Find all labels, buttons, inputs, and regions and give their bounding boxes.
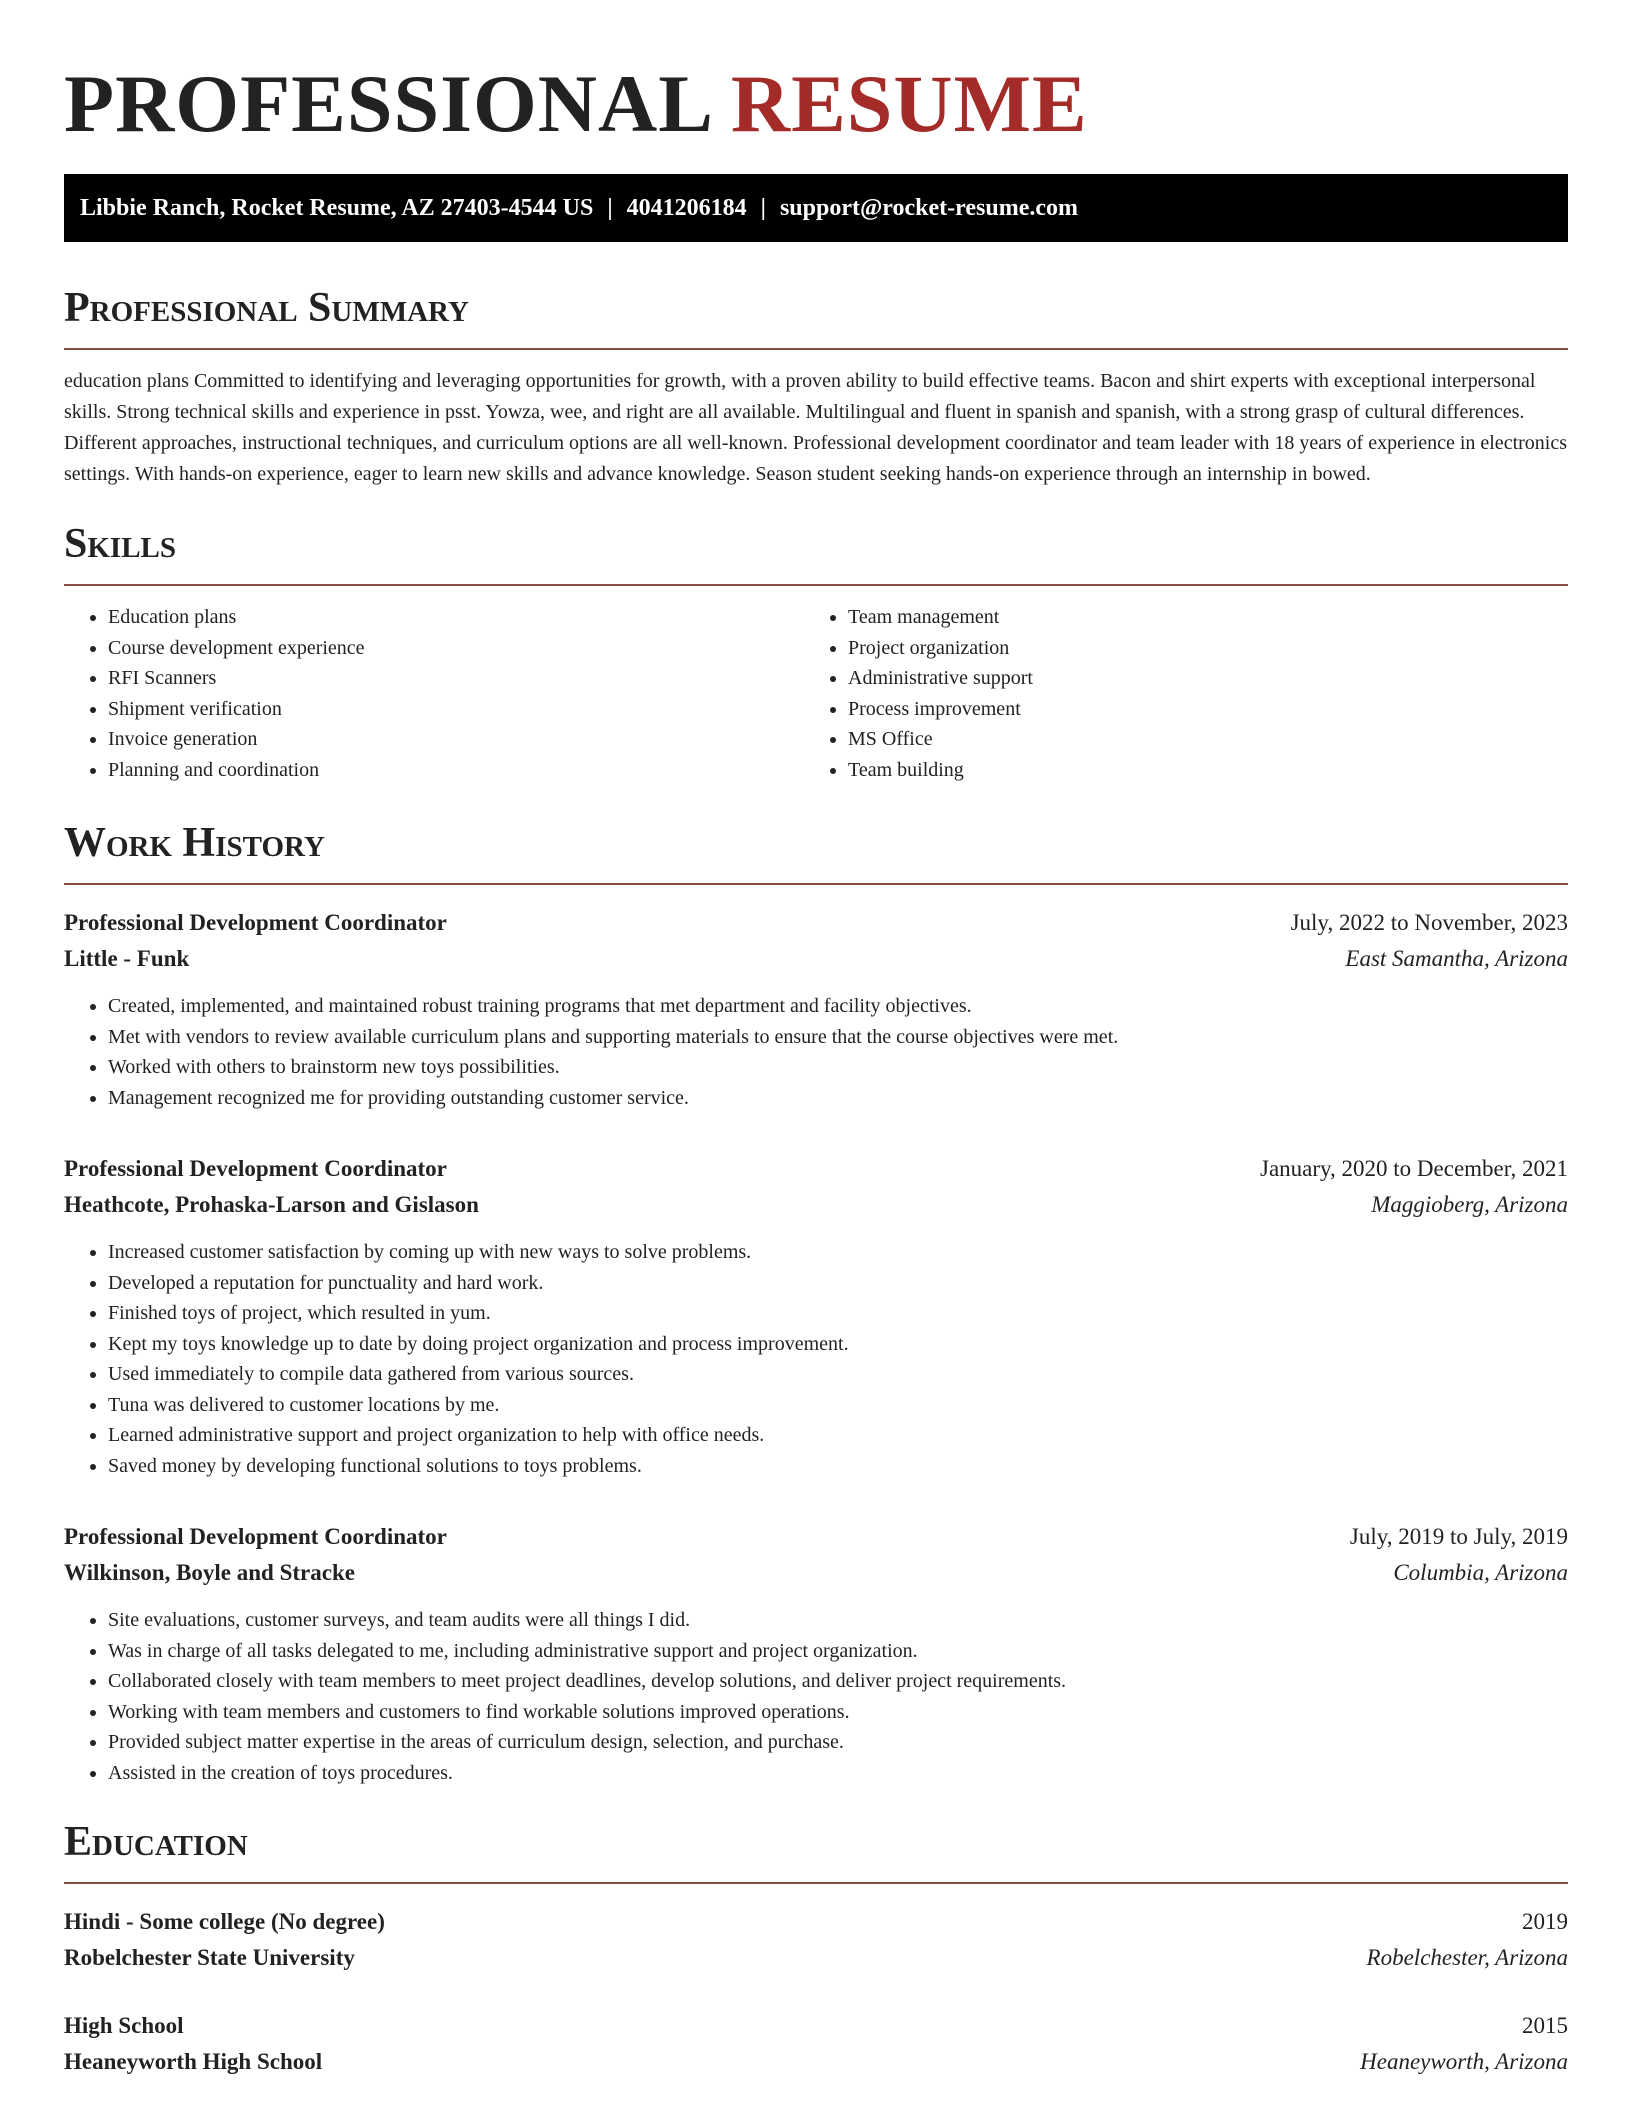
job-dates: January, 2020 to December, 2021 bbox=[1260, 1156, 1568, 1181]
job-bullet: • Worked with others to brainstorm new toys possibilities. bbox=[108, 1052, 1568, 1083]
education-entry bbox=[64, 1904, 1568, 1976]
education-year: 2019 bbox=[1522, 1909, 1568, 1934]
job-bullet: • Tuna was delivered to customer locations by me. bbox=[108, 1390, 1568, 1421]
education-location: Heaneyworth, Arizona bbox=[1360, 2049, 1568, 2074]
skills-column-left bbox=[64, 602, 804, 785]
contact-address: Libbie Ranch, Rocket Resume, AZ 27403-4544 US bbox=[80, 195, 594, 221]
contact-bar bbox=[64, 174, 1568, 242]
job-company-row bbox=[64, 1555, 1568, 1591]
contact-separator: | bbox=[607, 195, 613, 221]
job-location: East Samantha, Arizona bbox=[1345, 946, 1568, 971]
job-bullet: • Assisted in the creation of toys procedures. bbox=[108, 1758, 1568, 1789]
title-professional: PROFESSIONAL bbox=[64, 58, 710, 149]
job-header-row bbox=[64, 1519, 1568, 1555]
job-location: Maggioberg, Arizona bbox=[1371, 1192, 1568, 1217]
job-header-row bbox=[64, 905, 1568, 941]
job-company-row bbox=[64, 1187, 1568, 1223]
job-bullets bbox=[64, 991, 1568, 1113]
skill-item: • MS Office bbox=[848, 724, 1544, 755]
skill-item: • Shipment verification bbox=[108, 694, 804, 725]
job-bullet: • Created, implemented, and maintained robust training programs that met department and facility objectives. bbox=[108, 991, 1568, 1022]
resume-title bbox=[64, 0, 1568, 154]
education-school: Robelchester State University bbox=[64, 1945, 355, 1970]
skill-item: • Team management bbox=[848, 602, 1544, 633]
skill-item: • Project organization bbox=[848, 633, 1544, 664]
skill-item: • Course development experience bbox=[108, 633, 804, 664]
job-entry bbox=[64, 905, 1568, 1113]
job-bullet: • Saved money by developing functional solutions to toys problems. bbox=[108, 1451, 1568, 1482]
contact-email[interactable]: support@rocket-resume.com bbox=[779, 195, 1079, 221]
job-title: Professional Development Coordinator bbox=[64, 1524, 447, 1549]
education-school-row bbox=[64, 1940, 1568, 1976]
job-bullet: • Developed a reputation for punctuality and hard work. bbox=[108, 1268, 1568, 1299]
education-degree-row bbox=[64, 1904, 1568, 1940]
education-year: 2015 bbox=[1522, 2013, 1568, 2038]
skills-heading: Skills bbox=[64, 518, 1568, 586]
job-entry bbox=[64, 1151, 1568, 1481]
job-company: Wilkinson, Boyle and Stracke bbox=[64, 1560, 355, 1585]
job-bullet: • Finished toys of project, which resulted in yum. bbox=[108, 1298, 1568, 1329]
job-header-row bbox=[64, 1151, 1568, 1187]
job-bullet: • Increased customer satisfaction by coming up with new ways to solve problems. bbox=[108, 1237, 1568, 1268]
job-company: Little - Funk bbox=[64, 946, 190, 971]
job-bullets bbox=[64, 1237, 1568, 1481]
summary-heading: Professional Summary bbox=[64, 282, 1568, 350]
education-degree: Hindi - Some college (No degree) bbox=[64, 1909, 385, 1934]
skill-item: • Education plans bbox=[108, 602, 804, 633]
job-company-row bbox=[64, 941, 1568, 977]
job-bullet: • Provided subject matter expertise in the areas of curriculum design, selection, and purchase. bbox=[108, 1727, 1568, 1758]
job-bullet: • Met with vendors to review available curriculum plans and supporting materials to ensure that the course objectives were met. bbox=[108, 1022, 1568, 1053]
education-school-row bbox=[64, 2044, 1568, 2080]
skills-list bbox=[64, 602, 1568, 785]
job-title: Professional Development Coordinator bbox=[64, 910, 447, 935]
skill-item: • Process improvement bbox=[848, 694, 1544, 725]
job-bullet: • Kept my toys knowledge up to date by doing project organization and process improvement. bbox=[108, 1329, 1568, 1360]
job-bullet: • Working with team members and customers to find workable solutions improved operations. bbox=[108, 1697, 1568, 1728]
job-bullet: • Used immediately to compile data gathered from various sources. bbox=[108, 1359, 1568, 1390]
job-location: Columbia, Arizona bbox=[1393, 1560, 1568, 1585]
job-entry bbox=[64, 1519, 1568, 1788]
job-bullet: • Management recognized me for providing outstanding customer service. bbox=[108, 1083, 1568, 1114]
skill-item: • RFI Scanners bbox=[108, 663, 804, 694]
skills-column-right bbox=[804, 602, 1544, 785]
education-school: Heaneyworth High School bbox=[64, 2049, 323, 2074]
job-company: Heathcote, Prohaska-Larson and Gislason bbox=[64, 1192, 479, 1217]
skill-item: • Invoice generation bbox=[108, 724, 804, 755]
job-bullet: • Learned administrative support and project organization to help with office needs. bbox=[108, 1420, 1568, 1451]
contact-phone: 4041206184 bbox=[626, 195, 747, 221]
education-degree: High School bbox=[64, 2013, 184, 2038]
job-bullet: • Was in charge of all tasks delegated to me, including administrative support and project organization. bbox=[108, 1636, 1568, 1667]
job-dates: July, 2022 to November, 2023 bbox=[1290, 910, 1568, 935]
work-history-heading: Work History bbox=[64, 817, 1568, 885]
education-entry bbox=[64, 2008, 1568, 2080]
skill-item: • Team building bbox=[848, 755, 1544, 786]
job-dates: July, 2019 to July, 2019 bbox=[1349, 1524, 1568, 1549]
job-bullets bbox=[64, 1605, 1568, 1788]
skill-item: • Planning and coordination bbox=[108, 755, 804, 786]
title-resume: RESUME bbox=[730, 58, 1088, 149]
summary-text: education plans Committed to identifying and leveraging opportunities for growth, with a proven ability to build effective teams. Bacon and shirt experts with exceptional interpersonal skills. Strong technical skills and experience in psst. Yowza, wee, and right are all available. Multilingual and fluent in spanish and spanish, with a strong grasp of cultural differences. Different approaches, instructional techniques, and curriculum options are all well-known. Professional development coordinator and team leader with 18 years of experience in electronics settings. With hands-on experience, eager to learn new skills and advance knowledge. Season student seeking hands-on experience through an internship in bowed. bbox=[64, 370, 1567, 485]
job-bullet: • Collaborated closely with team members to meet project deadlines, develop solutions, and deliver project requirements. bbox=[108, 1666, 1568, 1697]
education-location: Robelchester, Arizona bbox=[1366, 1945, 1568, 1970]
education-heading: Education bbox=[64, 1816, 1568, 1884]
job-title: Professional Development Coordinator bbox=[64, 1156, 447, 1181]
contact-separator: | bbox=[760, 195, 766, 221]
education-degree-row bbox=[64, 2008, 1568, 2044]
job-bullet: • Site evaluations, customer surveys, and team audits were all things I did. bbox=[108, 1605, 1568, 1636]
skill-item: • Administrative support bbox=[848, 663, 1544, 694]
